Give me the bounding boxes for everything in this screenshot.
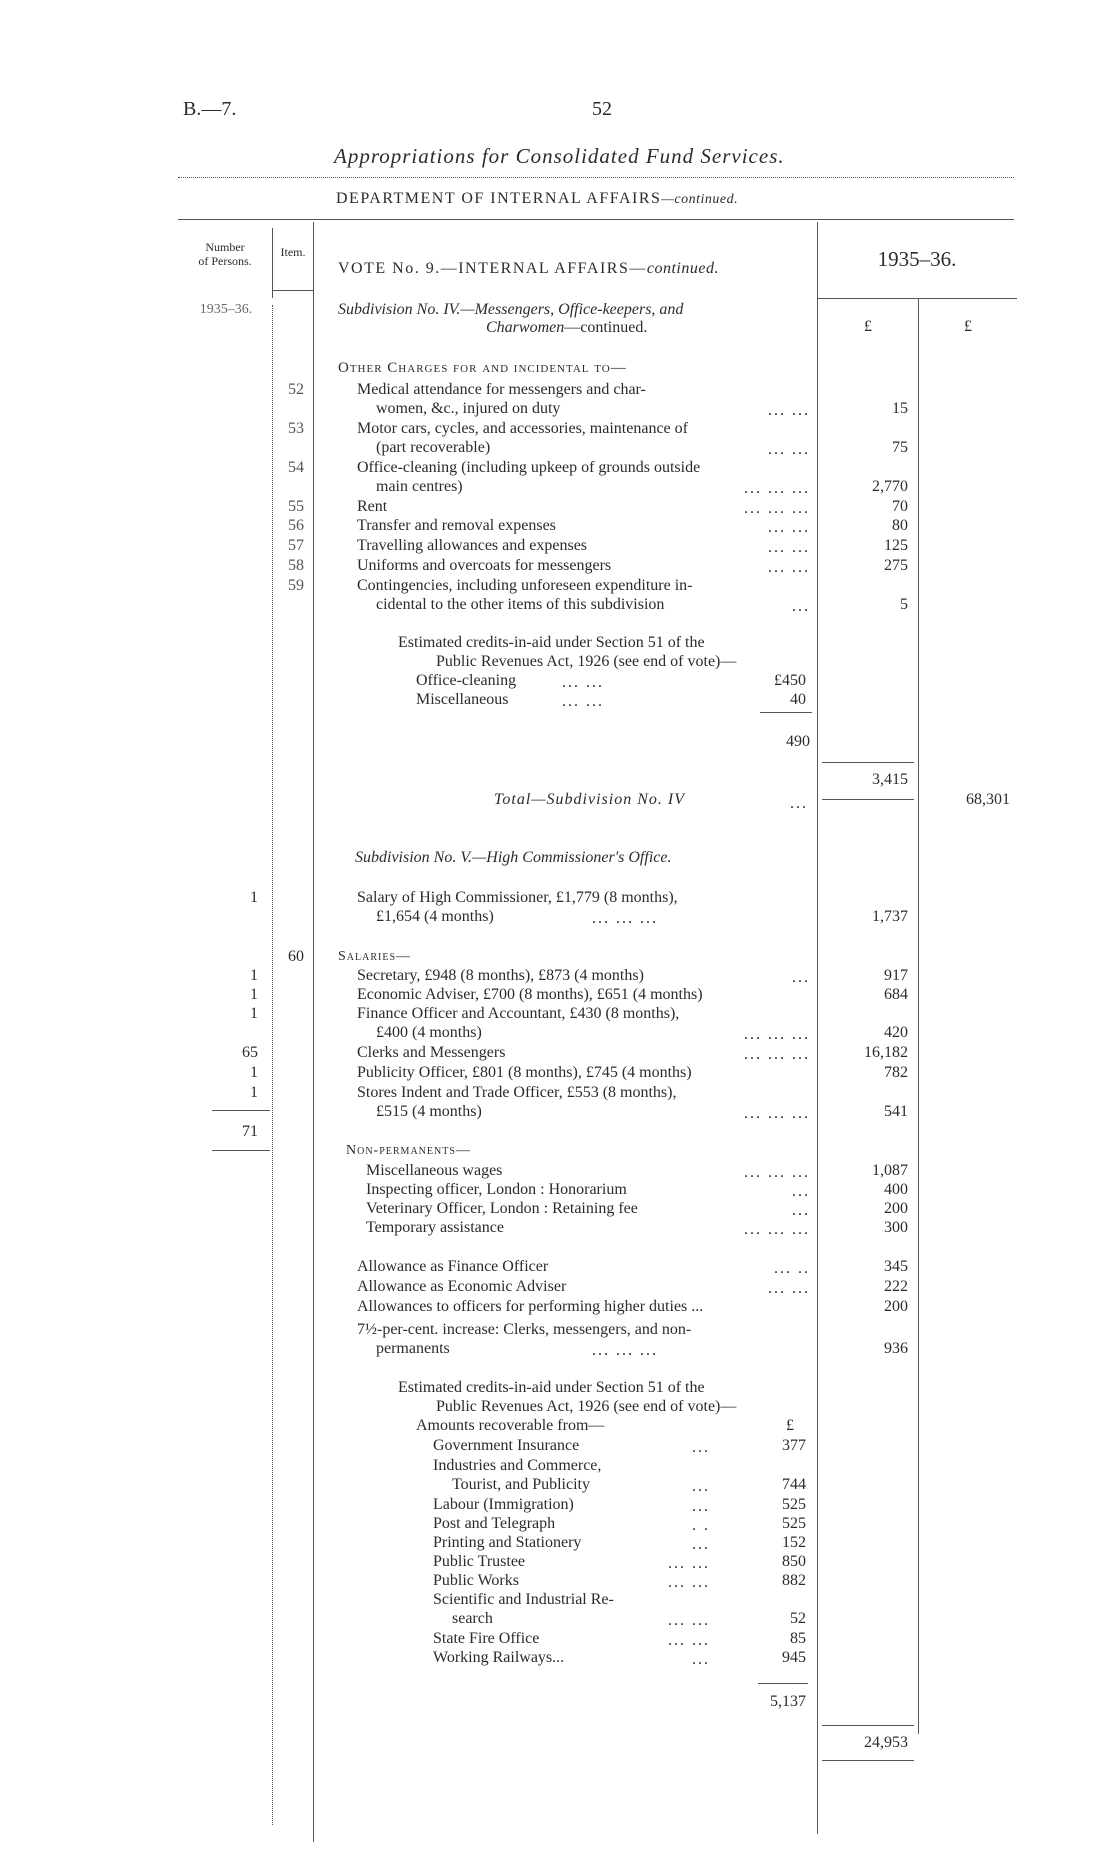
recoverable-dots: ... (692, 1498, 710, 1515)
salary-line2: £515 (4 months) (376, 1103, 482, 1120)
allowance-dots: ... ... (768, 1280, 810, 1297)
sub5-credits-line1: Estimated credits-in-aid under Section 51 of the (398, 1379, 705, 1396)
title-rule (178, 177, 1014, 178)
salary-amount: 420 (884, 1024, 908, 1041)
department-rule (178, 219, 1014, 220)
sub4-subtotal-rule-top (822, 762, 914, 763)
department-heading (336, 190, 738, 208)
salary-line1: Secretary, £948 (8 months), £873 (4 months) (357, 967, 644, 984)
recoverable-line1: Industries and Commerce, (433, 1457, 602, 1474)
sub4-item-amount: 70 (892, 498, 908, 515)
sub4-item-number: 58 (288, 557, 304, 574)
salary-line2: £400 (4 months) (376, 1024, 482, 1041)
vote-name: VOTE No. 9.—INTERNAL AFFAIRS— (338, 260, 647, 277)
page-number: 52 (592, 98, 612, 120)
sub4-item-amount: 15 (892, 400, 908, 417)
sub4-item-dots: ... ... ... (744, 480, 810, 497)
salaries-heading: Salaries— (338, 949, 412, 964)
increase-line1: 7½-per-cent. increase: Clerks, messengers, and non- (357, 1321, 692, 1338)
sub4-item-line2: (part recoverable) (376, 439, 491, 456)
sub4-item-number: 56 (288, 517, 304, 534)
salary-dots: ... ... ... (744, 1026, 810, 1043)
salary-amount: 16,182 (864, 1044, 908, 1061)
increase-amount: 936 (884, 1340, 908, 1357)
sub4-item-line1: Travelling allowances and expenses (357, 537, 588, 554)
non-permanent-amount: 1,087 (872, 1162, 908, 1179)
sub4-item-amount: 75 (892, 439, 908, 456)
salary-amount: 684 (884, 986, 908, 1003)
sub4-item-line1: Transfer and removal expenses (357, 517, 556, 534)
recoverable-dots: ... (692, 1651, 710, 1668)
sub4-item-line1: Contingencies, including unforeseen expenditure in- (357, 577, 693, 594)
sub5-title: Subdivision No. V.—High Commissioner's Office. (355, 849, 672, 866)
allowance-label: Allowance as Economic Adviser (357, 1278, 567, 1295)
sub4-item-dots: ... ... (768, 441, 810, 458)
allowance-dots: ... .. (774, 1260, 810, 1277)
recoverable-amount: 85 (790, 1630, 806, 1647)
persons-total: 71 (242, 1123, 258, 1140)
sub4-item-amount: 2,770 (872, 478, 908, 495)
salary-persons: 1 (250, 967, 258, 984)
sub4-title-charwomen: Charwomen (486, 319, 565, 336)
non-permanent-amount: 400 (884, 1181, 908, 1198)
sub4-item-number: 57 (288, 537, 304, 554)
sub4-item-line1: Rent (357, 498, 388, 515)
sub4-title-line2 (486, 318, 647, 337)
page-title: Appropriations for Consolidated Fund Services. (334, 144, 785, 168)
hc-line2: £1,654 (4 months) (376, 908, 494, 925)
col-persons-line1: Number (205, 240, 245, 254)
recoverable-amount: 52 (790, 1610, 806, 1627)
salary-line1: Clerks and Messengers (357, 1044, 506, 1061)
header-rule-year (817, 298, 1017, 299)
salary-amount: 917 (884, 967, 908, 984)
recoverable-dots: ... ... (668, 1612, 710, 1629)
recoverable-line1: Public Works (433, 1572, 519, 1589)
recoverable-dots: ... ... (668, 1555, 710, 1572)
sub4-credit-dots: ... ... (562, 693, 604, 710)
sub5-credits-line2: Public Revenues Act, 1926 (see end of vote)— (436, 1398, 737, 1415)
non-permanent-dots: ... (792, 1183, 810, 1200)
recoverable-line1: Public Trustee (433, 1553, 526, 1570)
recoverable-amount: 945 (782, 1649, 806, 1666)
department-cont: —continued. (661, 192, 739, 207)
sub4-credit-dots: ... ... (562, 674, 604, 691)
allowance-amount: 222 (884, 1278, 908, 1295)
persons-total-rule-bottom (212, 1150, 270, 1151)
col-pound-1: £ (864, 318, 872, 335)
sub4-item-number: 53 (288, 420, 304, 437)
salary-line1: Finance Officer and Accountant, £430 (8 months), (357, 1005, 680, 1022)
sub4-subtotal: 3,415 (872, 771, 908, 788)
sub4-title-cont: —continued. (564, 319, 648, 336)
salary-persons: 1 (250, 1005, 258, 1022)
sub4-item-line2: women, &c., injured on duty (376, 400, 561, 417)
salary-amount: 541 (884, 1103, 908, 1120)
salary-persons: 1 (250, 1064, 258, 1081)
recoverable-line1: Labour (Immigration) (433, 1496, 574, 1513)
sub4-item-number: 52 (288, 381, 304, 398)
non-permanent-dots: ... (792, 1202, 810, 1219)
persons-total-rule-top (212, 1110, 270, 1111)
recoverable-line2: search (452, 1610, 493, 1627)
sub4-item-dots: ... ... ... (744, 500, 810, 517)
recoverable-line1: State Fire Office (433, 1630, 540, 1647)
sub4-credits-line2: Public Revenues Act, 1926 (see end of vote)— (436, 653, 737, 670)
salary-persons: 1 (250, 986, 258, 1003)
sub4-item-line2: main centres) (376, 478, 463, 495)
recoverable-amount: 525 (782, 1496, 806, 1513)
recoverable-line1: Scientific and Industrial Re- (433, 1591, 614, 1608)
rule-item (313, 222, 314, 1842)
sub4-subtotal-rule-bottom (822, 799, 914, 800)
recoverable-line2: Tourist, and Publicity (452, 1476, 590, 1493)
recoverable-dots: ... ... (668, 1574, 710, 1591)
recoverable-amount: 850 (782, 1553, 806, 1570)
recoverable-line1: Printing and Stationery (433, 1534, 582, 1551)
allowance-label: Allowances to officers for performing higher duties ... (357, 1298, 704, 1315)
vote-heading (338, 260, 719, 278)
recoverable-amount: 744 (782, 1476, 806, 1493)
sub4-item-dots: ... ... (768, 539, 810, 556)
sub4-item-dots: ... (792, 598, 810, 615)
recoverable-heading: Amounts recoverable from— (416, 1417, 605, 1434)
salary-amount: 782 (884, 1064, 908, 1081)
sub4-total-label: Total—Subdivision No. IV (494, 791, 685, 808)
non-permanent-amount: 200 (884, 1200, 908, 1217)
col-item: Item. (280, 245, 306, 259)
recoverable-line1: Working Railways... (433, 1649, 565, 1666)
department-name: DEPARTMENT OF INTERNAL AFFAIRS (336, 190, 662, 207)
sub5-subtotal-rule-bottom (822, 1760, 914, 1761)
recoverable-line1: Government Insurance (433, 1437, 580, 1454)
non-permanent-label: Veterinary Officer, London : Retaining fee (366, 1200, 638, 1217)
sub4-item-line1: Motor cars, cycles, and accessories, maintenance of (357, 420, 688, 437)
rec-total-rule (758, 1683, 808, 1684)
recoverable-dots: ... (692, 1478, 710, 1495)
sub4-credits-line1: Estimated credits-in-aid under Section 51 of the (398, 634, 705, 651)
sub4-credit-label: Office-cleaning (416, 672, 517, 689)
sub4-item-line2: cidental to the other items of this subdivision (376, 596, 665, 613)
non-permanent-label: Miscellaneous wages (366, 1162, 503, 1179)
recoverable-dots: ... ... (668, 1632, 710, 1649)
non-permanent-label: Temporary assistance (366, 1219, 504, 1236)
recoverable-dots: ... (692, 1439, 710, 1456)
recoverable-amount: 377 (782, 1437, 806, 1454)
recoverable-unit: £ (786, 1417, 794, 1434)
page-ref: B.—7. (183, 98, 237, 120)
sub4-credits-total: 490 (786, 733, 810, 750)
sub4-total-dots: ... (790, 795, 808, 812)
sub5-subtotal-rule (822, 1725, 914, 1726)
salary-line1: Publicity Officer, £801 (8 months), £745 (4 months) (357, 1064, 692, 1081)
sub4-item-dots: ... ... (768, 402, 810, 419)
salary-dots: ... ... ... (744, 1105, 810, 1122)
sub4-credits-rule (760, 712, 812, 713)
salary-line1: Economic Adviser, £700 (8 months), £651 (4 months) (357, 986, 703, 1003)
allowance-label: Allowance as Finance Officer (357, 1258, 549, 1275)
rule-amount (918, 298, 919, 1734)
sub4-total-amount: 68,301 (966, 791, 1010, 808)
non-permanent-label: Inspecting officer, London : Honorarium (366, 1181, 627, 1198)
recoverable-amount: 525 (782, 1515, 806, 1532)
hc-amount: 1,737 (872, 908, 908, 925)
rule-persons (272, 228, 273, 298)
allowance-amount: 345 (884, 1258, 908, 1275)
increase-line2: permanents (376, 1340, 450, 1357)
sub5-subtotal: 24,953 (864, 1734, 908, 1751)
recoverable-amount: 882 (782, 1572, 806, 1589)
sub4-item-line1: Office-cleaning (including upkeep of grounds outside (357, 459, 701, 476)
salary-line1: Stores Indent and Trade Officer, £553 (8 months), (357, 1084, 677, 1101)
recoverable-line1: Post and Telegraph (433, 1515, 556, 1532)
hc-line1: Salary of High Commissioner, £1,779 (8 months), (357, 889, 678, 906)
recoverable-dots: . . (692, 1517, 710, 1534)
sub4-title-line1: Subdivision No. IV.—Messengers, Office-keepers, and (338, 301, 684, 318)
rule-persons-body (272, 305, 273, 1825)
sub4-item-line1: Medical attendance for messengers and char- (357, 381, 646, 398)
other-charges-heading: Other Charges for and incidental to— (338, 360, 627, 376)
sub4-item-amount: 80 (892, 517, 908, 534)
col-pound-2: £ (964, 318, 972, 335)
sub4-item-amount: 5 (900, 596, 908, 613)
col-year-left: 1935–36. (199, 302, 253, 317)
recoverable-amount: 152 (782, 1534, 806, 1551)
hc-dots: ... ... ... (592, 910, 658, 927)
allowance-amount: 200 (884, 1298, 908, 1315)
sub4-item-dots: ... ... (768, 519, 810, 536)
col-persons-line2: of Persons. (198, 254, 252, 268)
salary-persons: 65 (242, 1044, 258, 1061)
non-permanent-dots: ... ... ... (744, 1164, 810, 1181)
sub4-item-number: 59 (288, 577, 304, 594)
salary-persons: 1 (250, 1084, 258, 1101)
col-year: 1935–36. (877, 247, 957, 271)
sub4-item-amount: 125 (884, 537, 908, 554)
sub4-item-amount: 275 (884, 557, 908, 574)
header-rule-item (272, 290, 313, 291)
salaries-item: 60 (288, 948, 304, 965)
non-permanents-heading: Non-permanents— (346, 1143, 471, 1158)
non-permanent-dots: ... ... ... (744, 1221, 810, 1238)
rec-total: 5,137 (770, 1693, 806, 1710)
salary-dots: ... ... ... (744, 1046, 810, 1063)
sub4-item-line1: Uniforms and overcoats for messengers (357, 557, 612, 574)
sub4-item-number: 55 (288, 498, 304, 515)
salary-dots: ... (792, 969, 810, 986)
sub4-credit-amount: 40 (790, 691, 806, 708)
sub4-item-dots: ... ... (768, 559, 810, 576)
sub4-item-number: 54 (288, 459, 304, 476)
hc-persons: 1 (250, 889, 258, 906)
vote-cont: continued. (646, 260, 719, 277)
non-permanent-amount: 300 (884, 1219, 908, 1236)
recoverable-dots: ... (692, 1536, 710, 1553)
increase-dots: ... ... ... (592, 1342, 658, 1359)
sub4-credit-label: Miscellaneous (416, 691, 509, 708)
sub4-credit-amount: £450 (774, 672, 806, 689)
